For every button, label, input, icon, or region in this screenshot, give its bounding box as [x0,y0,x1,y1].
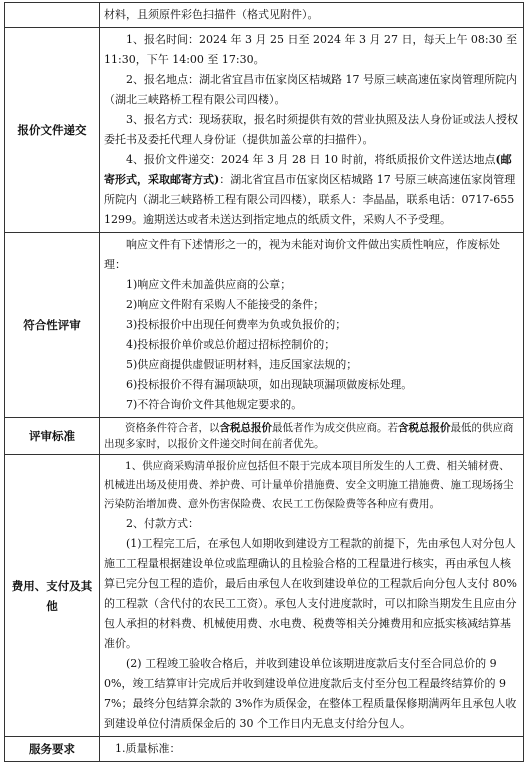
compliance-intro: 响应文件有下述情形之一的，视为未能对询价文件做出实质性响应，作废标处理： [104,238,500,271]
compliance-item: 1)响应文件未加盖供应商的公章； [126,278,292,291]
quote-submission-label: 报价文件递交 [5,28,100,233]
compliance-item: 2)响应文件附有采购人不能接受的条件； [126,298,325,311]
quality-standard: 1.质量标准： [115,742,181,755]
fee-scope: 1、供应商采购清单报价应包括但不限于完成本项目所发生的人工费、相关辅材费、机械进出场及使用费、养护费、可计量单价措施费、安全文明施工措施费、施工现场扬尘污染防治增加费、意外伤害保险费、农民工工伤保险费等各种应有费用。 [104,460,514,510]
evaluation-standard-text: 资格条件符合者，以含税总报价最低者作为成交供应商。若含税总报价最低的供应商出现多家时，以报价文件递交时间在前者优先。 [104,422,514,450]
compliance-review-row [5,233,524,418]
evaluation-standard-label: 评审标准 [5,418,100,455]
payment-method-heading: 2、付款方式： [126,517,199,530]
service-requirements-content [100,737,524,762]
registration-method: 3、报名方式：现场获取，报名时须提供有效的营业执照及法人身份证或法人授权委托书及委托代理人身份证（提供加盖公章的扫描件）。 [104,113,518,146]
fees-payment-label: 费用、支付及其他 [5,455,100,737]
evaluation-standard-row [5,418,524,455]
compliance-item: 6)投标报价不得有漏项缺项，如出现缺项漏项做废标处理。 [126,378,413,391]
compliance-item: 5)供应商提供虚假证明材料，违反国家法规的； [126,358,358,371]
procurement-table [4,2,524,762]
payment-term-1: (1)工程完工后，在承包人如期收到建设方工程款的前提下，先由承包人对分包人施工工程量根据建设单位或监理确认的且检验合格的工程量进行核实，再由承包人核算已完分包工程的造价，最后由承包人在收到建设单位的工程款后向分包人支付 80%的工程款（含代付的农民工工资）。承包人支付进度款时，可以扣除当期发生且应由分包人承担的材料费、机械使用费、水电费、税费等相关分摊费用和应抵实核减结算基准价。 [104,537,517,650]
quote-submission-row [5,28,524,233]
submission-deadline: 4、报价文件递交：2024 年 3 月 28 日 10 时前，将纸质报价文件送达地点(邮寄形式，采取邮寄方式)：湖北省宜昌市伍家岗区桔城路 17 号原三峡高速伍家岗管理所院内（湖北三峡路桥工程有限公司四楼），联系人：李晶晶，联系电话：0717-6551299。逾期送达或者未送达到指定地点的纸质文件，采购人不予受理。 [104,153,516,226]
registration-time: 1、报名时间：2024 年 3 月 25 日至 2024 年 3 月 27 日，每天上午 08:30 至 11:30，下午 14:00 至 17:30。 [104,33,518,66]
compliance-review-label: 符合性评审 [5,233,100,418]
compliance-review-content [100,233,524,418]
materials-text: 材料，且须原件彩色扫描件（格式见附件）。 [100,3,524,28]
materials-row [5,3,524,28]
payment-term-2: (2) 工程竣工验收合格后，并收到建设单位该期进度款后支付至合同总价的 90%，竣工结算审计完成后并收到建设单位进度款后支付至分包工程最终结算价的 97%；最终分包结算余款的 3%作为质保金，在整体工程质量保修期满两年且承包人收到建设单位付清质保金后的 30 个工作日内无息支付给分包人。 [104,657,517,730]
quote-submission-content [100,28,524,233]
fees-payment-content [100,455,524,737]
service-requirements-row [5,737,524,762]
service-requirements-label: 服务要求 [5,737,100,762]
compliance-item: 4)投标报价单价或总价超过招标控制价的； [126,338,336,351]
fees-payment-row [5,455,524,737]
evaluation-standard-content [100,418,524,455]
compliance-item: 3)投标报价中出现任何费率为负或负报价的； [126,318,347,331]
empty-label-cell [5,3,100,28]
compliance-item: 7)不符合询价文件其他规定要求的。 [126,398,303,411]
registration-location: 2、报名地点：湖北省宜昌市伍家岗区桔城路 17 号原三峡高速伍家岗管理所院内（湖北三峡路桥工程有限公司四楼）。 [104,73,517,106]
